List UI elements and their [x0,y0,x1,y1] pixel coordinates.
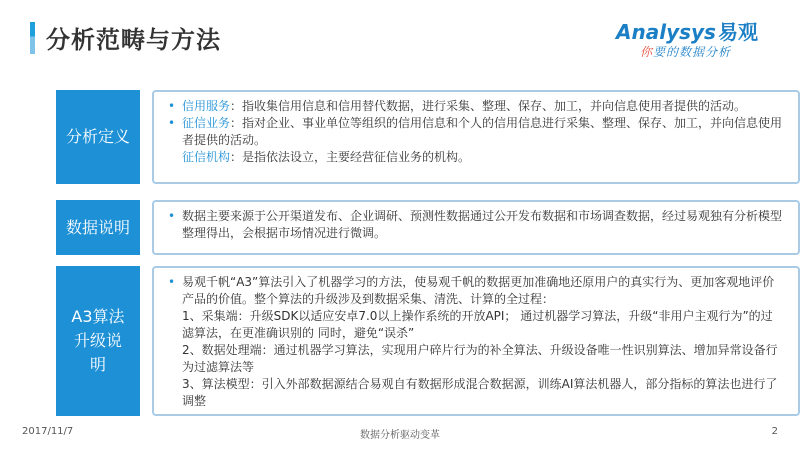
list-item [172,376,784,410]
keyword: 信用服务 [182,99,231,113]
logo-slogan-text: 要的数据分析 [653,45,732,59]
page-title: 分析范畴与方法 [46,26,221,54]
item-text: 2、数据处理端：通过机器学习算法，实现用户碎片行为的补全算法、升级设备唯一性识别算法、增加异常设备行为过滤算法等 [182,343,778,374]
page-number: 2 [771,426,778,437]
item-text: ：指收集信用信息和信用替代数据，进行采集、整理、保存、加工，并向信息使用者提供的活动。 [230,99,747,113]
list-item [168,274,784,308]
section-content-definition [152,90,800,184]
item-text: 易观千帆“A3”算法引入了机器学习的方法，使易观千帆的数据更加准确地还原用户的真实行为、更加客观地评价产品的价值。整个算法的升级涉及到数据采集、清洗、计算的全过程： [182,275,775,306]
list-item [172,149,784,166]
list-item [168,208,784,242]
bullet-icon: • [168,116,176,130]
item-text: ：是指依法设立，主要经营征信业务的机构。 [230,150,471,164]
brand-logo [616,16,776,66]
item-text: 1、采集端：升级SDK以适应安卓7.0以上操作系统的开放API； 通过机器学习算法，升级“非用户主观行为”的过滤算法，在更准确识别的 同时，避免“误杀” [182,309,773,340]
item-text: 3、算法模型：引入外部数据源结合易观自有数据形成混合数据源，训练AI算法机器人，部分指标的算法也进行了调整 [182,377,778,408]
list-item [172,308,784,342]
logo-slogan-highlight: 你 [640,45,654,59]
footer-date: 2017/11/7 [22,426,74,437]
section-label-definition: 分析定义 [56,90,140,184]
label-line: A3算法 [71,307,125,326]
list-item [168,115,784,149]
footer-slogan: 数据分析驱动变革 [360,430,440,441]
logo-wordmark [616,16,758,45]
item-text: ：指对企业、事业单位等组织的信用信息和个人的信用信息进行采集、整理、保存、加工，并向信息使用者提供的活动。 [182,116,783,147]
list-item [168,98,784,115]
section-content-data-notes [152,200,800,255]
bullet-icon: • [168,275,176,289]
label-line: 明 [89,355,106,374]
label-line: 升级说 [73,331,122,350]
bullet-icon: • [168,99,176,113]
keyword: 征信业务 [182,116,231,130]
logo-slogan [640,43,731,60]
list-item [172,342,784,376]
title-accent-bar [30,22,35,54]
bullet-icon: • [168,209,176,223]
item-text: 数据主要来源于公开渠道发布、企业调研、预测性数据通过公开发布数据和市场调查数据，经过易观独有分析模型整理得出，会根据市场情况进行微调。 [182,209,783,240]
section-content-a3 [152,266,800,416]
logo-en: Analysys [616,20,716,44]
keyword: 征信机构 [182,150,231,164]
logo-cn: 易观 [717,20,758,44]
section-label-a3 [56,266,140,416]
section-label-data-notes: 数据说明 [56,200,140,255]
